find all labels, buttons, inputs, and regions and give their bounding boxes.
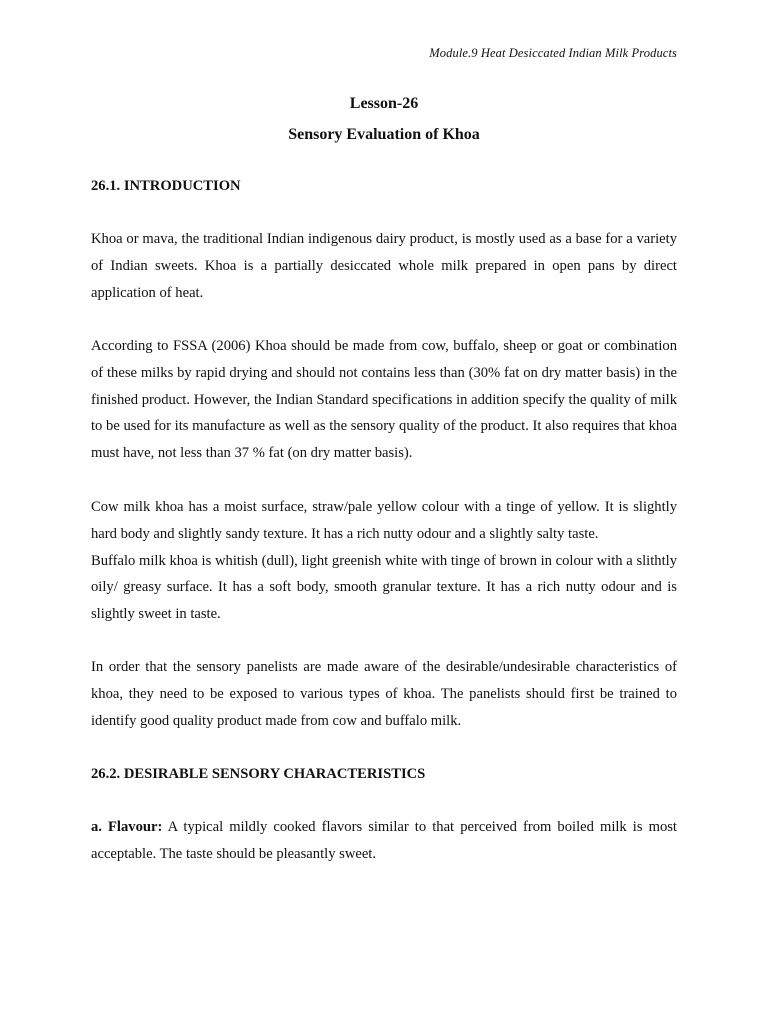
paragraph-text: In order that the sensory panelists are made aware of the desirable/undesirable characteristics of khoa, they need to be exposed to various types of khoa. The panelists should first be trained to identify good quality product made from cow and buffalo milk. — [91, 659, 677, 729]
paragraph-text: According to FSSA (2006) Khoa should be made from cow, buffalo, sheep or goat or combination of these milks by rapid drying and should not contains less than (30% fat on dry matter basis) in the finished product. However, the Indian Standard specifications in addition specify the quality of milk to be used for its manufacture as well as the sensory quality of the product. It also requires that khoa must have, not less than 37 % fat (on dry matter basis). — [91, 338, 677, 462]
section-heading-introduction: 26.1. INTRODUCTION — [91, 178, 241, 194]
flavour-paragraph — [91, 814, 677, 868]
intro-paragraph-2 — [91, 333, 677, 467]
running-header: Module.9 Heat Desiccated Indian Milk Products — [429, 46, 677, 60]
cow-milk-khoa-text: Cow milk khoa has a moist surface, straw/pale yellow colour with a tinge of yellow. It is slightly hard body and slightly sandy texture. It has a rich nutty odour and a slightly salty taste. — [91, 499, 677, 542]
lesson-number: Lesson-26 — [349, 95, 419, 112]
intro-paragraph-1 — [91, 226, 677, 306]
section-heading-desirable: 26.2. DESIRABLE SENSORY CHARACTERISTICS — [91, 766, 426, 782]
flavour-label: a. Flavour: — [91, 819, 163, 835]
paragraph-text: Khoa or mava, the traditional Indian indigenous dairy product, is mostly used as a base for a variety of Indian sweets. Khoa is a partially desiccated whole milk prepared in open pans by direct application of heat. — [91, 231, 677, 301]
intro-paragraph-3 — [91, 494, 677, 628]
buffalo-milk-khoa-text: Buffalo milk khoa is whitish (dull), light greenish white with tinge of brown in colour with a slithtly oily/ greasy surface. It has a soft body, smooth granular texture. It has a rich nutty odour and is slightly sweet in taste. — [91, 552, 677, 623]
intro-paragraph-4 — [91, 654, 677, 734]
flavour-text: A typical mildly cooked flavors similar to that perceived from boiled milk is most acceptable. The taste should be pleasantly sweet. — [91, 819, 677, 862]
lesson-title: Sensory Evaluation of Khoa — [288, 126, 480, 143]
paragraph-text — [91, 814, 677, 868]
title-block — [0, 92, 768, 154]
